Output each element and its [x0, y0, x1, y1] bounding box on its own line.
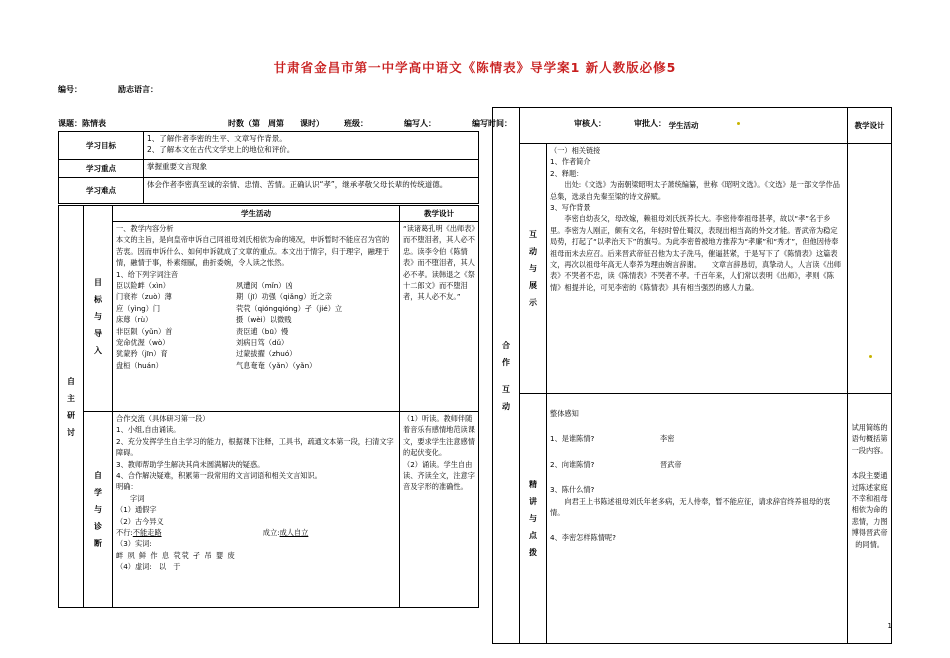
pinyin-item: 责臣逋（bū）慢: [236, 326, 289, 336]
intro-text: 一、教学内容分析 本文的主旨，是向皇帝申诉自己同祖母刘氏相依为命的境况，申诉暂时不能应召为官的苦衷。因而申诉什么、如何申诉就成了文章的重点。本文出于情字，归于理字，融理于情，融情于事，朴素细腻，曲折委婉，令人读之怅然。 1、给下列字词注音: [116, 224, 390, 279]
chengli-value: 成人自立: [279, 528, 309, 538]
right-design-col-header: 教学设计: [848, 108, 892, 144]
q1: 1、是谁陈情?: [550, 434, 595, 444]
blank-corner: [84, 206, 113, 222]
a2: 晋武帝: [660, 459, 682, 469]
goal-item: 1、了解作者李密的生平、文章写作背景。: [147, 134, 287, 143]
explain-guide-label: 精 讲 与 点 拨: [520, 394, 547, 644]
interact-design-cell: [848, 144, 892, 394]
yellow-mark: [869, 355, 872, 358]
goal-label: 学习目标: [59, 132, 144, 160]
pinyin-item: 摄（wèi）以微贱: [236, 315, 292, 325]
a1: 李密: [660, 434, 675, 444]
pinyin-item: 盘桓（huán）: [116, 360, 163, 370]
pinyin-list: [116, 280, 396, 371]
pinyin-item: 床蓐（rù）: [116, 315, 153, 325]
self-learn-diagnose-label: 自 学 与 诊 断: [84, 412, 113, 608]
write-time-label: 编写时间：: [472, 119, 512, 128]
right-main-table: [492, 107, 892, 644]
ciyu-heading: 字词: [130, 493, 145, 503]
coop-line: 1、小组,自由诵读。: [116, 425, 181, 435]
goal-cell: [144, 132, 479, 160]
pinyin-item: 夙遭闵（mǐn）凶: [236, 281, 293, 291]
pinyin-item: 臣以险衅（xìn）: [116, 281, 170, 291]
xuci-line: （4）虚词: 以 于: [116, 562, 181, 572]
page-number: 1: [887, 622, 892, 630]
left-main-table: [58, 205, 479, 608]
pinyin-item: 过蒙拔擢（zhuó）: [236, 349, 297, 359]
pinyin-item: 门衰祚（zuò）薄: [116, 292, 172, 302]
self-learn-content: [113, 412, 400, 608]
pinyin-col-left: [116, 280, 236, 371]
buxing-chengli-row: [116, 527, 396, 538]
pinyin-item: 茕茕（qióngqióng）孑（jié）立: [236, 303, 343, 313]
coop-line: 合作交流（具体研习第一段）: [116, 414, 210, 423]
interact-show-content: （一）相关链接 1、作者简介 2、释题： 出处:《文选》为南朝梁昭明太子萧统编纂，世称《昭明文选》。《文选》是一部文学作品总集，选录自先秦至梁的诗文辞赋。 3、写作背景 李密自幼丧父，母改嫁，赖祖母刘氏抚养长大。李密侍奉祖母甚孝，故以“孝”名于乡里。李密为人刚正，颇有文名，年轻时曾仕蜀汉，表现出相当高的外交才能。晋武帝为稳定局势，打起了“以孝治天下”的旗号。为此李密曾被地方推荐为“孝廉”和“秀才”，但他因侍奉祖母而未去应召。后来晋武帝征召他为太子洗马，催逼甚紧，于是写下了《陈情表》这篇表文，再次以祖母年高无人奉养为理由婉言辞谢。 文章言辞恳切，真挚动人，人言读《出师表》不哭者不忠，读《陈情表》不哭者不孝。千百年来，人们常以表明《出师》，孝则《陈情》相提并论，可见李密的《陈情表》具有相当强烈的感人力量。: [547, 144, 848, 394]
q1-row: [550, 433, 844, 444]
q2-row: [550, 459, 844, 470]
gujin-line: （2）古今异义: [116, 516, 164, 526]
explain-design-cell: [848, 394, 892, 644]
q3: 3、陈什么情?: [550, 485, 595, 495]
time-label: 时数（第 周第 课时）: [228, 119, 324, 128]
buxing-label: 不行:: [116, 528, 133, 538]
left-header-table: [58, 131, 479, 204]
difficulty-text: 体会作者李密真至诚的亲情、忠情、苦情。正确认识“孝”，继承孝敬父母长辈的传统道德。: [144, 178, 479, 204]
q2: 2、向谁陈情?: [550, 459, 595, 469]
reviewer-label: 审核人：: [574, 119, 606, 128]
target-intro-content: [113, 222, 400, 412]
q4: 4、李密怎样陈情呢?: [550, 533, 616, 543]
chengli-label: 成立:: [262, 528, 280, 538]
pinyin-item: 犹蒙矜（jīn）育: [116, 349, 168, 359]
writer-label: 编写人：: [404, 119, 436, 128]
motto-label: 励志语言：: [118, 85, 158, 94]
document-title: 甘肃省金昌市第一中学高中语文《陈情表》导学案1 新人教版必修5: [273, 60, 677, 75]
left-student-col-header: 学生活动: [113, 206, 400, 222]
target-intro-label: 目 标 与 导 入: [84, 222, 113, 412]
coop-line: 2、充分发挥学生自主学习的能力，根据课下注释，工具书，疏通文本第一段，扫清文字障碍。: [116, 436, 394, 458]
overall-heading: 整体感知: [550, 409, 579, 418]
coop-line: 4、合作解决疑难，积累第一段常用的文言词语和相关文言知识。: [116, 471, 322, 481]
explain-guide-content: [547, 394, 848, 644]
pinyin-item: 气息奄奄（yǎn）（yǎn）: [236, 360, 317, 370]
pinyin-item: 应（yìng）门: [116, 303, 161, 313]
interact-show-label: 互 动 与 展 示: [520, 144, 547, 394]
pinyin-item: 非臣陨（yǔn）首: [116, 326, 173, 336]
pinyin-item: 宠命优渥（wò）: [116, 338, 170, 348]
tongjia-line: （1）通假字: [116, 505, 157, 515]
cooperation-side-label: 合 作 互 动: [493, 108, 520, 644]
number-label: 编号：: [58, 85, 82, 94]
shici-words: 衅 夙 鲜 作 息 茕茕 孑 吊 婴 废: [116, 550, 236, 560]
right-student-col-header: 学生活动: [520, 108, 848, 144]
pinyin-col-right: [236, 280, 342, 371]
design-note-2: 本段主要通过陈述家庭不幸和祖母相依为命的悲情，力图博得晋武帝的同情。: [851, 471, 888, 549]
approver-label: 审批人：: [634, 119, 666, 128]
coop-line: 3、教师帮助学生解决其尚未圆满解决的疑惑。: [116, 459, 265, 469]
design-note-1: 试用简练的语句概括第一段内容。: [851, 423, 888, 455]
self-learn-design-text: （1）听读。教师伴随着音乐有感情地范读课文，要求学生注意感情的起伏变化。 （2）诵读。学生自由读、齐读全文，注意字音及字形的准确性。: [400, 412, 479, 608]
intro-design-text: “读诸葛孔明《出师表》而不堕泪者，其人必不忠。读李令伯《陈情表》而不堕泪者，其人必不孝。读韩退之《祭十二郎文》而不堕泪者，其人必不友。”: [400, 222, 479, 412]
class-label: 班级：: [344, 119, 368, 128]
topic-label: 课题：陈情表: [58, 119, 106, 128]
difficulty-label: 学习难点: [59, 178, 144, 204]
a3: 向君王上书陈述祖母刘氏年老多病，无人侍奉，暂不能应征，请求辞官终养祖母的衷情。: [550, 496, 831, 518]
focus-text: 掌握重要文言现象: [144, 160, 479, 178]
pinyin-item: 刘病日笃（dǔ）: [236, 338, 289, 348]
goal-item: 2、了解本文在古代文学史上的地位和评价。: [147, 145, 295, 154]
self-study-side-label: 自 主 研 讨: [59, 206, 84, 608]
buxing-value: 不能走路: [132, 528, 162, 538]
shici-line: （3）实词:: [116, 539, 152, 549]
pinyin-item: 期（jī）功强（qiǎng）近之亲: [236, 292, 332, 302]
coop-line: 明确：: [116, 482, 138, 492]
focus-label: 学习重点: [59, 160, 144, 178]
left-design-col-header: 教学设计: [400, 206, 479, 222]
